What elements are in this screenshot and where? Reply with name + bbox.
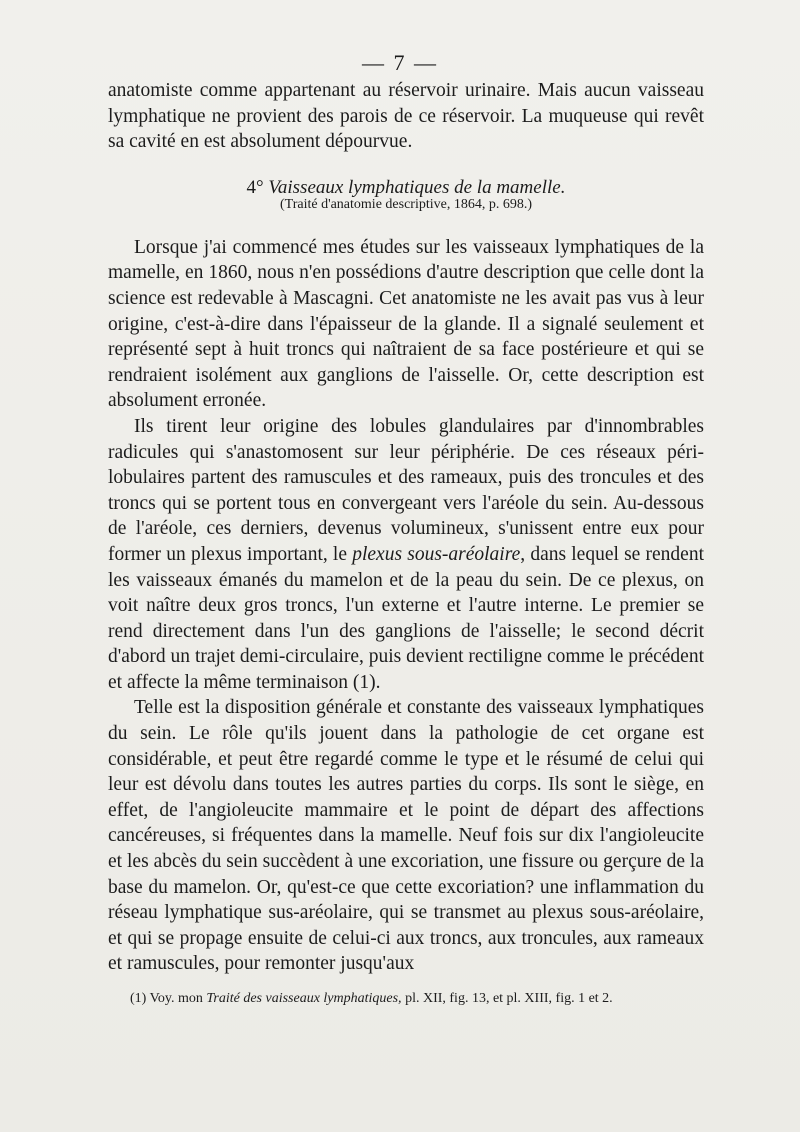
section-number: 4° [246,176,264,198]
footnote-title: Traité des vaisseaux lymphatiques, [206,991,402,1006]
page-number: — 7 — [362,50,438,75]
paragraph-continuation: anatomiste comme appartenant au réservoir urinaire. Mais aucun vaisseau lymphatique ne provient des parois de ce réservoir. La muqueuse qui revêt sa cavité en est absolument dépourvue. [108,80,704,153]
paragraph-3: Telle est la disposition générale et constante des vaisseaux lymphatiques du sein. Le rôle qu'ils jouent dans la pathologie de cet organe est considérable, et peut être regardé comme le type et le résumé de celui qui leur est dévolu dans toutes les autres parties du corps. Ils sont le siège, en effet, de l'angioleucite mammaire et le point de départ des affections cancéreuses, si fréquentes dans la mamelle. Neuf fois sur dix l'angioleucite et les abcès du sein succèdent à une excoriation, une fissure ou gerçure de la base du mamelon. Or, qu'est-ce que cette excoriation? une inflammation du réseau lymphatique sus-aréolaire, qui se transmet au plexus sous-aréolaire, et qui se propage ensuite de celui-ci aux troncs, aux troncules, aux rameaux et ramuscules, pour remonter jusqu'aux [108,697,704,975]
body-text [108,78,704,977]
paragraph-2-italic-term: plexus sous-aréolaire [352,543,521,565]
footnote [130,990,710,1008]
section-heading [108,177,704,199]
paragraph-1: Lorsque j'ai commencé mes études sur les vaisseaux lymphatiques de la mamelle, en 1860, nous n'en possédions d'autre description que celle dont la science est redevable à Mascagni. Cet anatomiste ne les avait pas vus à leur origine, c'est-à-dire dans l'épaisseur de la glande. Il a signalé seulement et représenté sept à huit troncs qui naîtraient de sa face postérieure et qui se rendraient isolément aux ganglions de l'aisselle. Or, cette description est absolument erronée. [108,236,704,412]
footnote-marker: (1) Voy. mon [130,991,203,1006]
footnote-reference: pl. XII, fig. 13, et pl. XIII, fig. 1 et 2. [405,991,613,1006]
section-reference: (Traité d'anatomie descriptive, 1864, p. 698.) [279,196,532,212]
paragraph-2 [108,414,704,696]
paragraph-2-text-a: Ils tirent leur origine des lobules glandulaires par d'innombrables radicules qui s'anastomosent sur leur périphérie. De ces réseaux péri-lobulaires partent des ramuscules et des rameaux, puis des troncules et des troncs qui se portent tous en convergeant vers l'aréole du sein. Au-dessous de l'aréole, ces derniers, devenus volumineux, s'unissent entre eux pour former un plexus important, le [108,415,704,565]
paragraph-2-text-b: , dans lequel se rendent les vaisseaux émanés du mamelon et de la peau du sein. De ce plexus, on voit naître deux gros troncs, l'un externe et l'autre interne. Le premier se rend directement dans l'un des ganglions de l'aisselle; le second décrit d'abord un trajet demi-circulaire, puis devient rectiligne comme le précédent et affecte la même terminaison (1). [108,543,705,693]
section-title: Vaisseaux lymphatiques de la mamelle. [268,176,566,198]
